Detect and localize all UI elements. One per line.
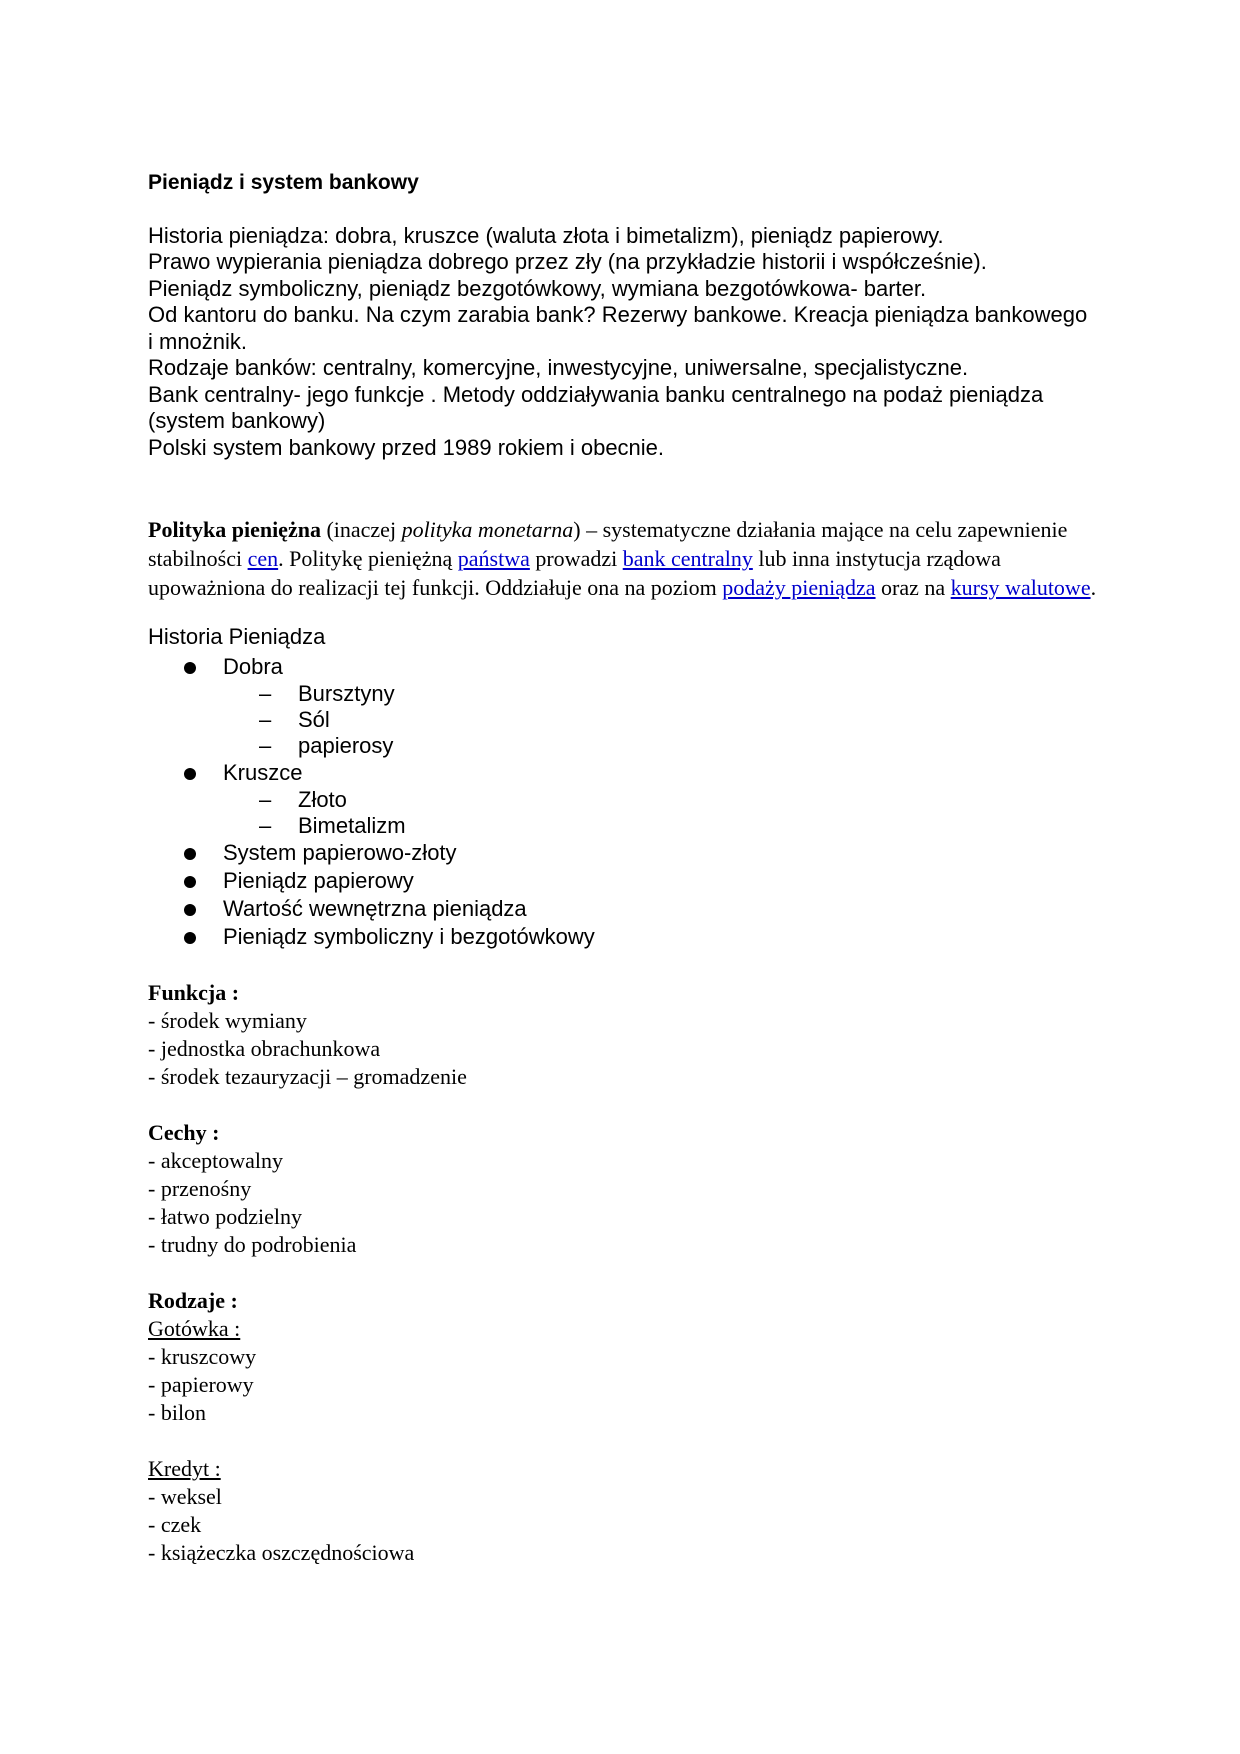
list-item: - środek tezauryzacji – gromadzenie [148,1063,467,1089]
topic-line: Od kantoru do banku. Na czym zarabia bank? Rezerwy bankowe. Kreacja pieniądza bankowego i mnożnik. [148,302,1088,354]
list-item: - środek wymiany [148,1007,307,1033]
link-panstwa[interactable]: państwa [457,546,530,571]
section-heading: Cechy : [148,1119,220,1145]
definition-alt-term: polityka monetarna [401,517,574,542]
list-item: - akceptowalny [148,1147,283,1173]
bullet-icon [184,662,196,674]
link-podazy-pieniadza[interactable]: podaży pieniądza [722,575,876,600]
link-cen[interactable]: cen [247,546,279,571]
dash-icon: – [259,680,272,706]
list-item: - przenośny [148,1175,252,1201]
sub-list [223,787,1098,839]
sub-list-item-label: Złoto [298,786,347,812]
definition-text: . Politykę pieniężną [278,546,458,571]
definition-paragraph [148,515,1098,602]
topics-block [148,223,1098,462]
list-item-label: System papierowo-złoty [223,839,457,865]
sub-list-item [259,786,1098,813]
list-item-label: Kruszce [223,759,303,785]
bullet-icon [184,904,196,916]
sub-list-item-label: Bursztyny [298,680,395,706]
topic-line: Historia pieniądza: dobra, kruszce (waluta złota i bimetalizm), pieniądz papierowy. [148,222,944,248]
list-item [223,867,1098,895]
topic-line: Pieniądz symboliczny, pieniądz bezgotówkowy, wymiana bezgotówkowa- barter. [148,275,927,301]
list-item [223,653,1098,759]
list-item [223,923,1098,951]
list-item-label: Pieniądz papierowy [223,867,414,893]
sub-list [223,681,1098,759]
bullet-icon [184,768,196,780]
bullet-icon [184,848,196,860]
definition-text: prowadzi [529,546,623,571]
sub-list-item-label: Sól [298,706,330,732]
dash-icon: – [259,786,272,812]
sub-list-item [259,680,1098,707]
definition-text: . [1090,575,1097,600]
subheading-kredyt: Kredyt : [148,1455,221,1481]
list-item: - weksel [148,1483,222,1509]
list-item: - bilon [148,1399,207,1425]
sub-list-item [259,812,1098,839]
link-kursy-walutowe[interactable]: kursy walutowe [950,575,1091,600]
funkcja-section [148,979,1098,1091]
definition-text: lub inna instytucja rządowa upoważniona do realizacji tej funkcji. Oddziałuje ona na poziom [148,546,1001,600]
cechy-section [148,1119,1098,1259]
list-item: - książeczka oszczędnościowa [148,1539,415,1565]
sub-list-item-label: Bimetalizm [298,812,406,838]
list-item: - papierowy [148,1371,254,1397]
rodzaje-section [148,1287,1098,1567]
history-title: Historia Pieniądza [148,624,326,649]
sub-list-item-label: papierosy [298,732,394,758]
topic-line: Rodzaje banków: centralny, komercyjne, inwestycyjne, uniwersalne, specjalistyczne. [148,355,969,380]
sub-list-item [259,706,1098,733]
list-item: - trudny do podrobienia [148,1231,357,1257]
list-item: - czek [148,1511,202,1537]
topic-line: Bank centralny- jego funkcje . Metody oddziaływania banku centralnego na podaż pieniądza (system bankowy) [148,381,1044,433]
definition-text: (inaczej [320,517,402,542]
topic-line: Prawo wypierania pieniądza dobrego przez zły (na przykładzie historii i współcześnie). [148,249,987,274]
definition-text: oraz na [875,575,951,600]
sub-list-item [259,732,1098,759]
topic-line: Polski system bankowy przed 1989 rokiem i obecnie. [148,434,665,460]
link-bank-centralny[interactable]: bank centralny [622,546,753,571]
definition-term: Polityka pieniężna [148,517,321,542]
section-heading: Rodzaje : [148,1287,238,1313]
history-section [148,624,1098,951]
list-item-label: Dobra [223,653,283,679]
list-item [223,839,1098,867]
list-item-label: Wartość wewnętrzna pieniądza [223,895,527,921]
list-item: - kruszcowy [148,1343,257,1369]
list-item-label: Pieniądz symboliczny i bezgotówkowy [223,923,595,949]
section-heading: Funkcja : [148,979,240,1005]
document-title: Pieniądz i system bankowy [148,171,419,194]
list-item [223,759,1098,839]
list-item: - łatwo podzielny [148,1203,302,1229]
bullet-icon [184,876,196,888]
list-item: - jednostka obrachunkowa [148,1035,381,1061]
subheading-gotowka: Gotówka : [148,1315,241,1341]
dash-icon: – [259,812,272,838]
bullet-icon [184,932,196,944]
dash-icon: – [259,706,272,732]
history-list [148,653,1098,951]
dash-icon: – [259,732,272,758]
definition-text: ) – systematyczne działania mające na celu zapewnienie stabilności [148,517,1068,571]
list-item [223,895,1098,923]
